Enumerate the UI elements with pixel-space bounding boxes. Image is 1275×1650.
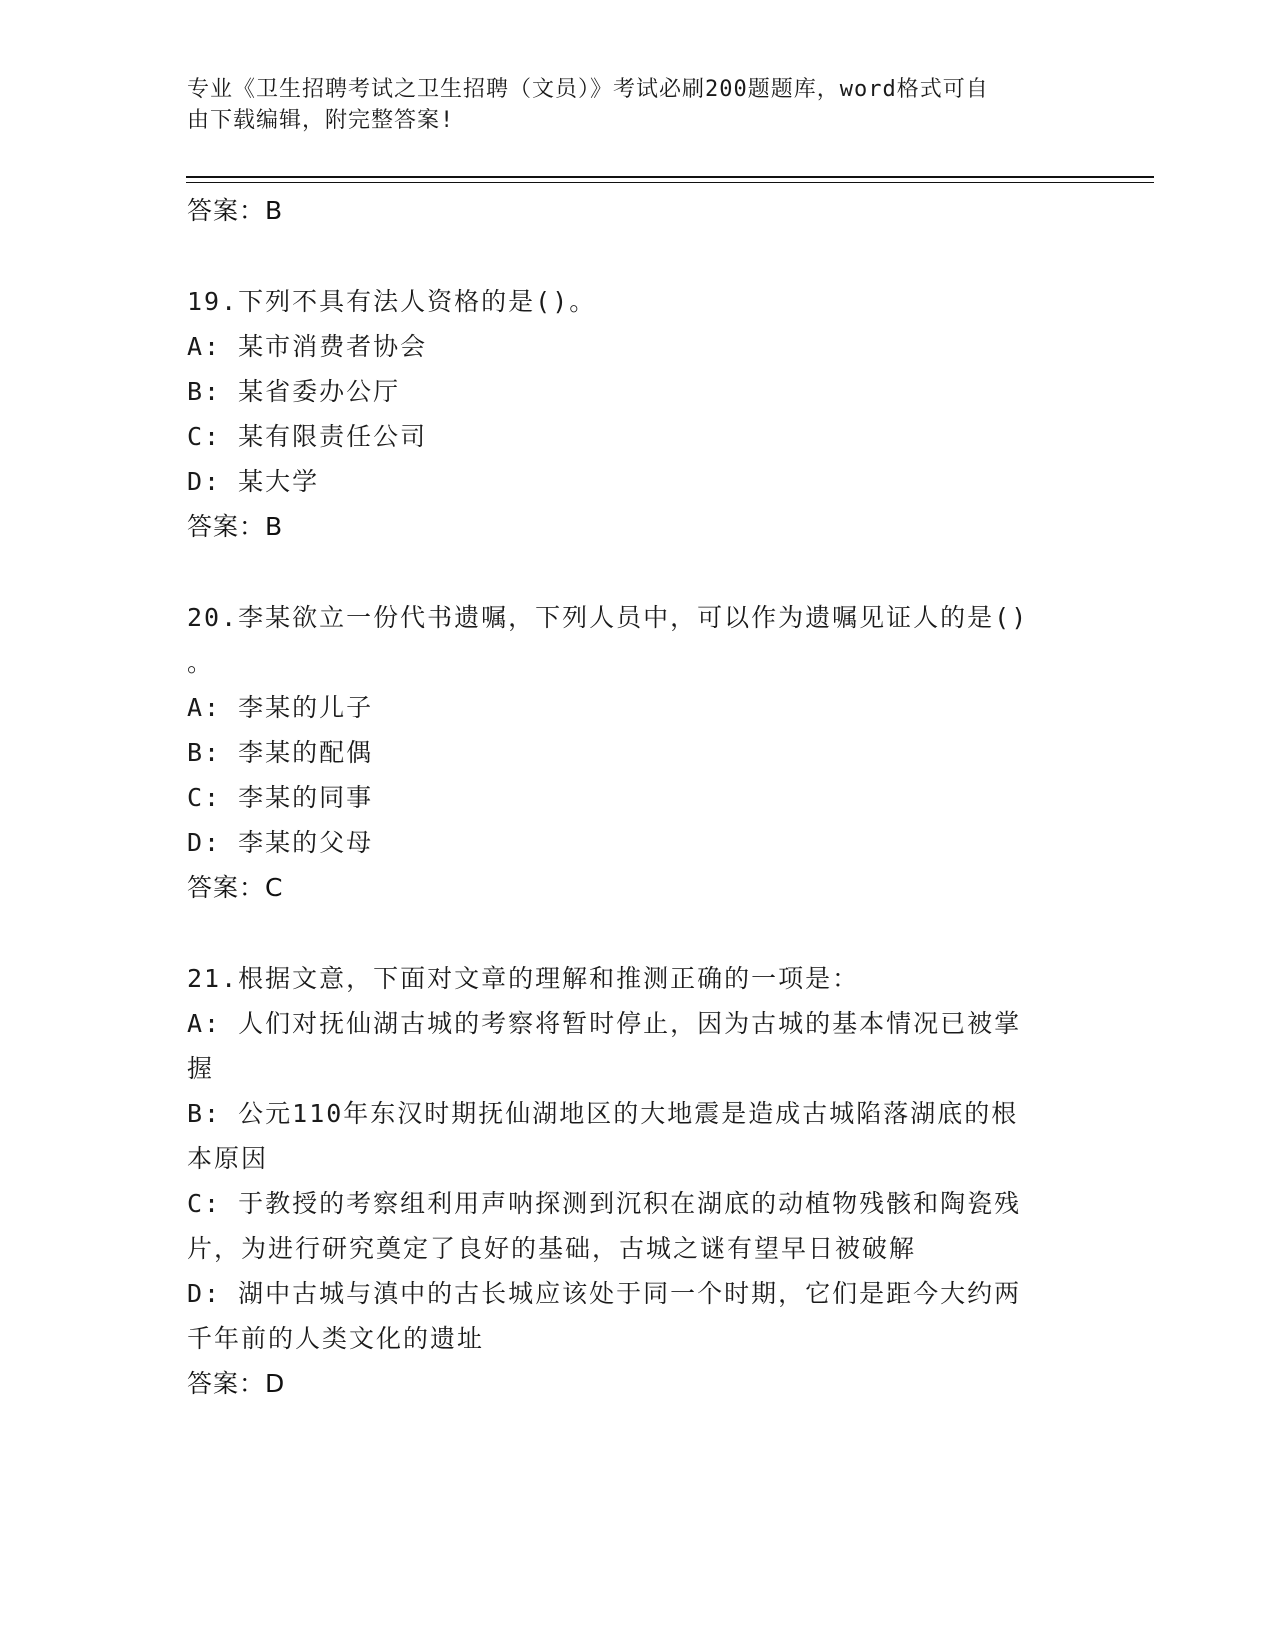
option-b: B: 李某的配偶 xyxy=(187,738,374,767)
answer-line: 答案：B xyxy=(187,196,284,225)
question-20 xyxy=(187,595,1077,911)
answer-line: 答案：B xyxy=(187,512,284,541)
option-b: B: 某省委办公厅 xyxy=(187,377,401,406)
question-19 xyxy=(187,279,1077,550)
option-d: D: 李某的父母 xyxy=(187,828,374,857)
header-line-1: 专业《卫生招聘考试之卫生招聘（文员）》考试必刷200题题库，word格式可自 xyxy=(187,77,989,102)
header-rule-thin xyxy=(186,182,1154,183)
question-21 xyxy=(187,956,1077,1407)
question-text: 20.李某欲立一份代书遗嘱，下列人员中，可以作为遗嘱见证人的是() xyxy=(187,603,1029,632)
option-c: C: 于教授的考察组利用声呐探测到沉积在湖底的动植物残骸和陶瓷残 xyxy=(187,1189,1022,1218)
question-text: 21.根据文意，下面对文章的理解和推测正确的一项是： xyxy=(187,964,860,993)
answer-line: 答案：D xyxy=(187,1369,286,1398)
spacer xyxy=(187,550,1077,595)
option-c: C: 李某的同事 xyxy=(187,783,374,812)
question-text: 19.下列不具有法人资格的是()。 xyxy=(187,287,597,316)
option-a: A: 李某的儿子 xyxy=(187,693,374,722)
option-d: D: 湖中古城与滇中的古长城应该处于同一个时期，它们是距今大约两 xyxy=(187,1279,1022,1308)
option-c-continued: 片，为进行研究奠定了良好的基础，古城之谜有望早日被破解 xyxy=(187,1234,917,1263)
option-a: A: 人们对抚仙湖古城的考察将暂时停止，因为古城的基本情况已被掌 xyxy=(187,1009,1022,1038)
spacer xyxy=(187,911,1077,956)
header-rule-thick xyxy=(186,176,1154,178)
option-d: D: 某大学 xyxy=(187,467,320,496)
header-line-2: 由下载编辑，附完整答案! xyxy=(187,108,455,133)
answer-line: 答案：C xyxy=(187,873,284,902)
question-text-continued: 。 xyxy=(187,648,215,677)
option-b: B: 公元110年东汉时期抚仙湖地区的大地震是造成古城陷落湖底的根 xyxy=(187,1099,1019,1128)
spacer xyxy=(187,234,1077,279)
option-a: A: 某市消费者协会 xyxy=(187,332,428,361)
document-body xyxy=(187,188,1077,1407)
option-a-continued: 握 xyxy=(187,1054,215,1083)
document-header xyxy=(187,74,1067,136)
option-b-continued: 本原因 xyxy=(187,1144,269,1173)
option-c: C: 某有限责任公司 xyxy=(187,422,428,451)
option-d-continued: 千年前的人类文化的遗址 xyxy=(187,1324,485,1353)
